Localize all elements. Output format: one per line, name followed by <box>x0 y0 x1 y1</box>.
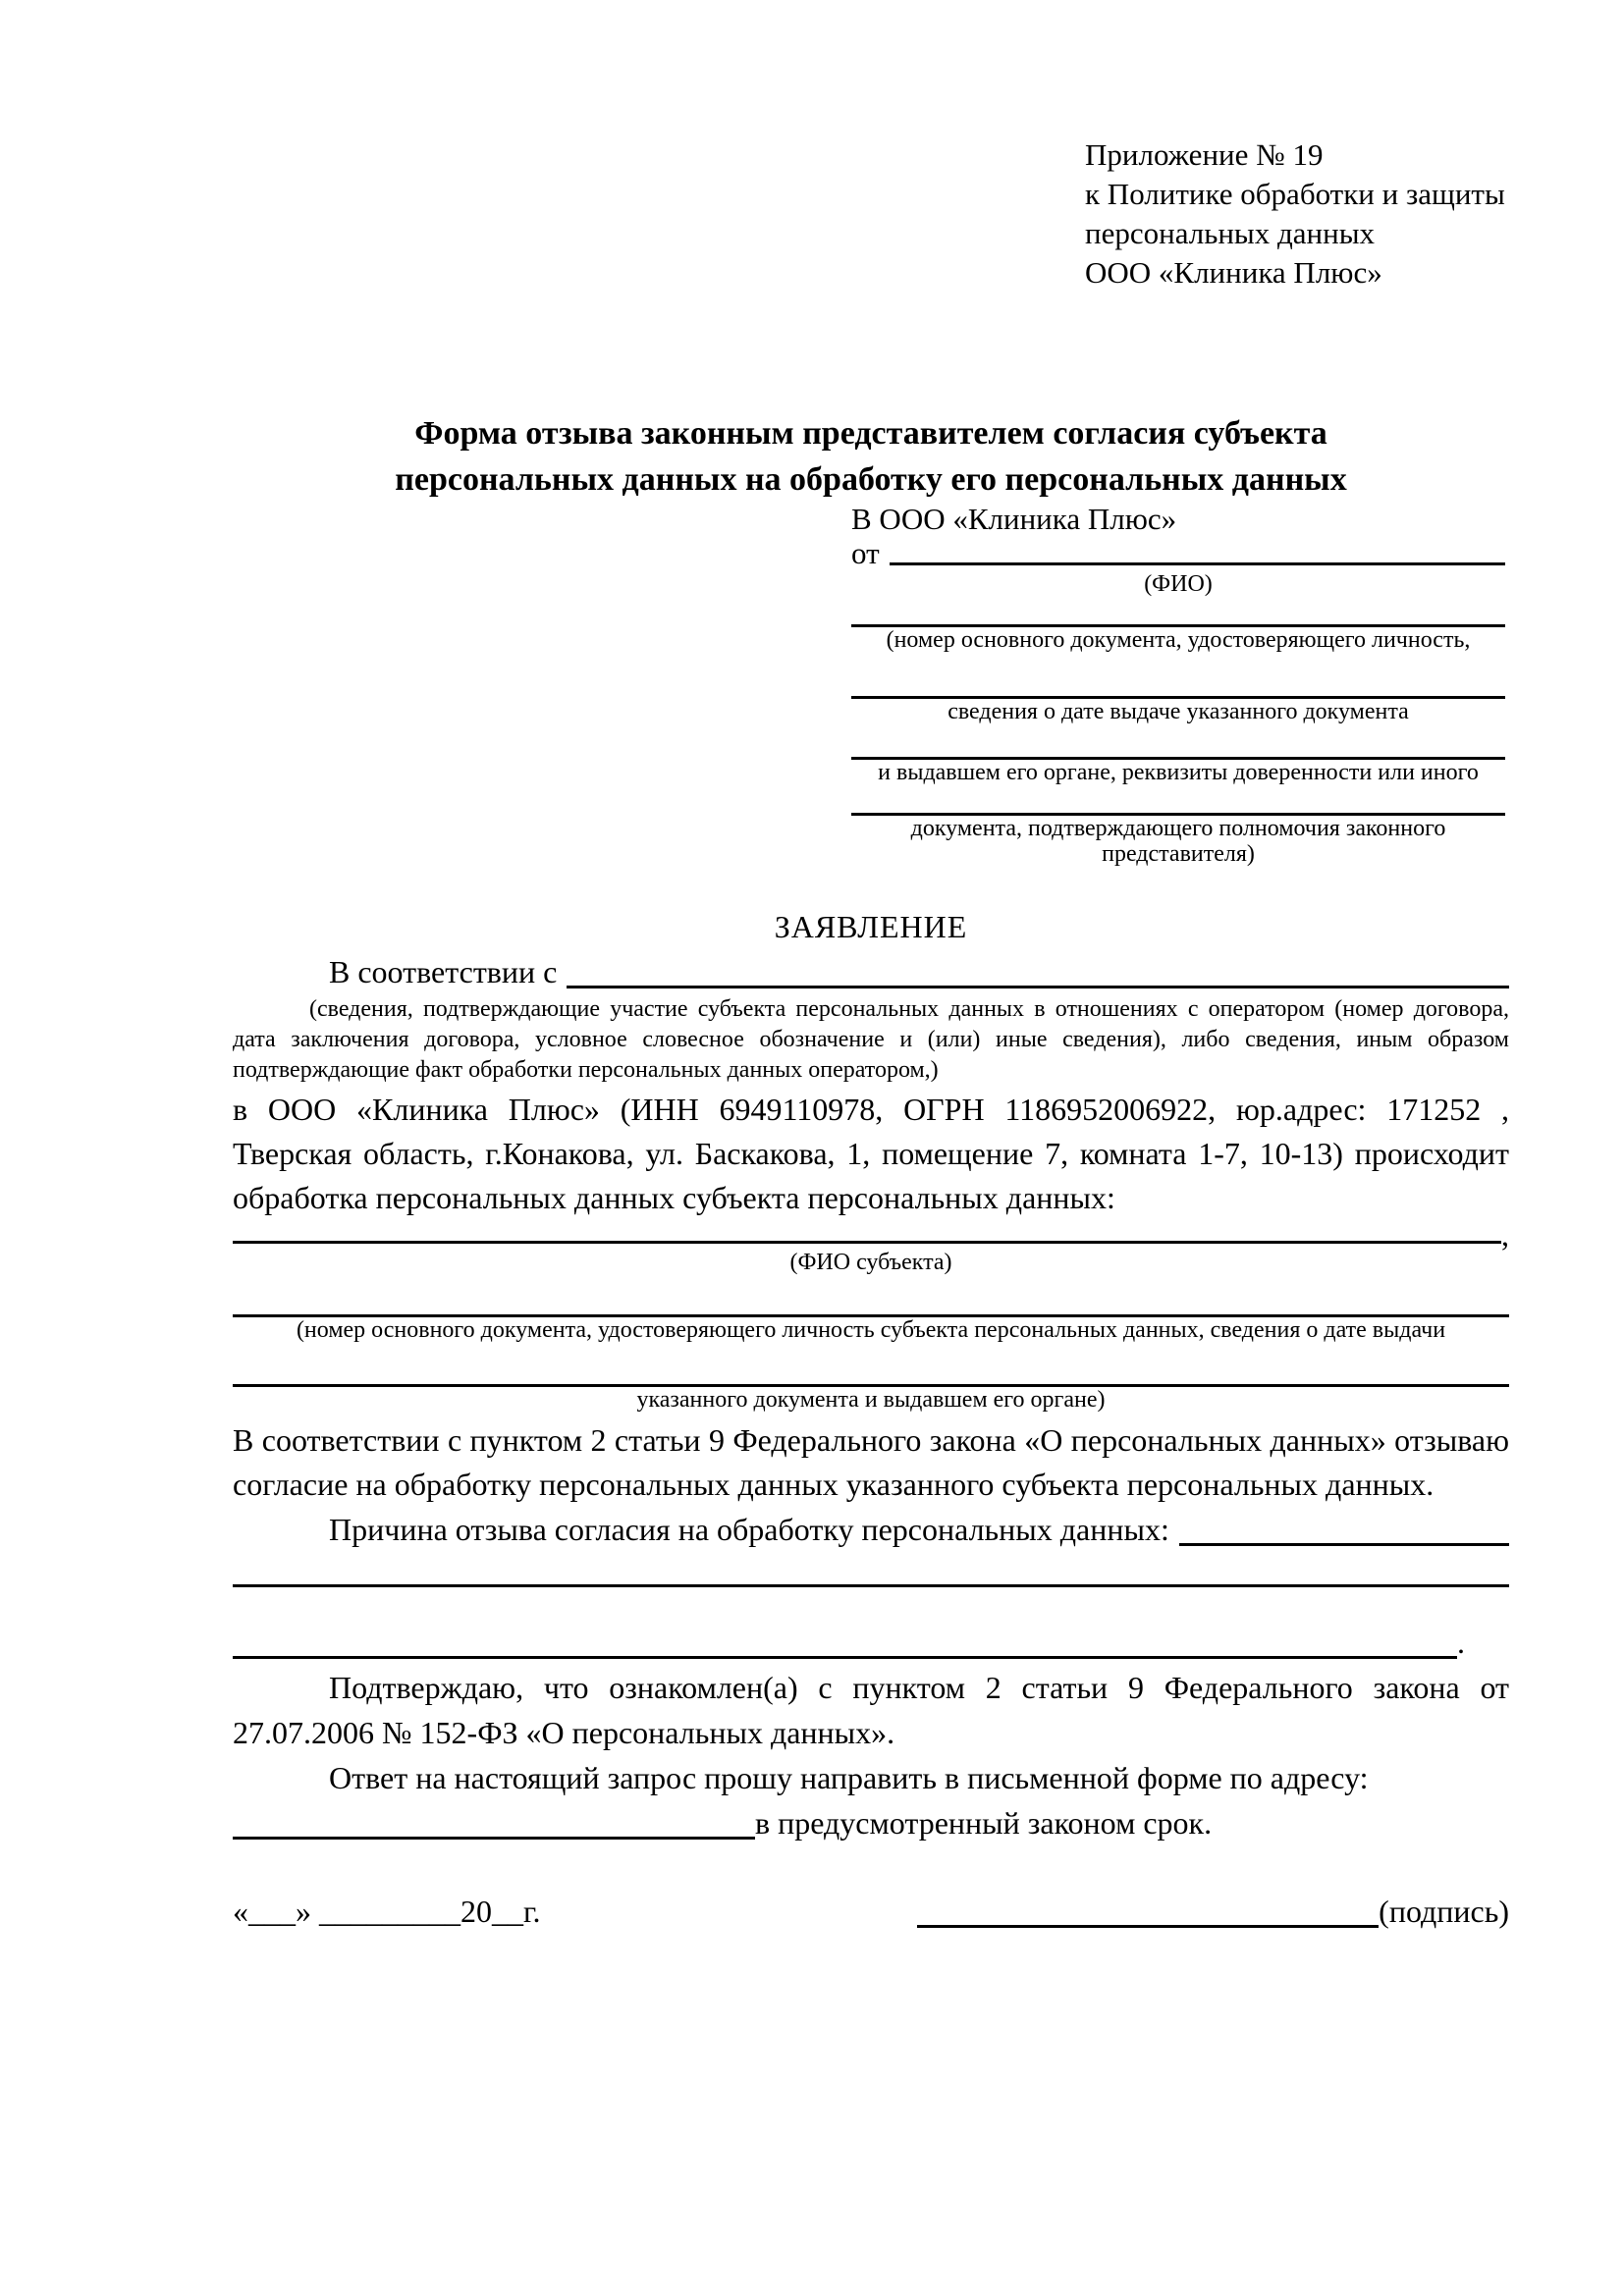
signature-caption: (подпись) <box>1379 1894 1509 1929</box>
subject-name-comma: , <box>1501 1217 1509 1253</box>
addressee-organization: В ООО «Клиника Плюс» <box>851 502 1177 536</box>
appendix-organization: ООО «Клиника Плюс» <box>1085 255 1382 290</box>
subject-document-caption-2: указанного документа и выдавшем его органе) <box>636 1387 1106 1413</box>
reply-address-row <box>233 1800 1509 1845</box>
reason-period: . <box>1457 1625 1465 1660</box>
footer-row <box>233 1889 1509 1934</box>
reply-paragraph: Ответ на настоящий запрос прошу направить в письменной форме по адресу: <box>329 1760 1369 1795</box>
subject-name-row <box>233 1217 1509 1253</box>
statement-heading: ЗАЯВЛЕНИЕ <box>774 909 968 944</box>
basis-row <box>233 949 1509 994</box>
subject-name-field[interactable] <box>233 1241 1501 1244</box>
signature-field[interactable] <box>917 1925 1379 1928</box>
basis-note: (сведения, подтверждающие участие субъекта персональных данных в отношениях с оператором (номер договора, дата заключения договора, условное словесное обозначение и (или) иные сведения), либо сведения, иным образом подтверждающие факт обработки персональных данных оператором,) <box>233 996 1509 1083</box>
from-row <box>851 536 1505 571</box>
basis-prefix: В соответствии с <box>329 954 558 989</box>
operator-paragraph: в ООО «Клиника Плюс» (ИНН 6949110978, ОГРН 1186952006922, юр.адрес: 171252 , Тверская область, г.Конакова, ул. Баскакова, 1, помещение 7, комната 1-7, 10-13) происходит обработка персональных данных субъекта персональных данных: <box>233 1092 1509 1215</box>
document-title-line1: Форма отзыва законным представителем согласия субъекта <box>414 415 1327 452</box>
withdraw-paragraph: В соответствии с пунктом 2 статьи 9 Федерального закона «О персональных данных» отзываю согласие на обработку персональных данных указанного субъекта персональных данных. <box>233 1422 1509 1502</box>
signature-group <box>917 1889 1509 1934</box>
appendix-header <box>1085 135 1509 293</box>
reason-row <box>233 1507 1509 1552</box>
representative-document-issuer-caption: и выдавшем его органе, реквизиты доверенности или иного <box>878 760 1479 785</box>
fio-caption: (ФИО) <box>1144 571 1213 597</box>
appendix-number: Приложение № 19 <box>1085 137 1324 172</box>
subject-fio-caption: (ФИО субъекта) <box>789 1250 952 1275</box>
representative-authority-document-caption: документа, подтверждающего полномочия законного представителя) <box>910 816 1446 867</box>
reason-extra-row-1 <box>233 1584 1509 1620</box>
date-line: «___» _________20__г. <box>233 1894 541 1929</box>
reason-extra-field-1[interactable] <box>233 1584 1509 1587</box>
representative-document-caption: (номер основного документа, удостоверяющего личность, <box>886 627 1471 653</box>
reason-field[interactable] <box>1179 1543 1509 1546</box>
appendix-policy-line: к Политике обработки и защиты <box>1085 177 1505 211</box>
reason-prefix: Причина отзыва согласия на обработку персональных данных: <box>329 1512 1169 1547</box>
reason-extra-row-2 <box>233 1620 1465 1665</box>
reason-extra-field-2[interactable] <box>233 1656 1457 1659</box>
basis-field[interactable] <box>567 986 1509 988</box>
reply-address-field[interactable] <box>233 1837 755 1840</box>
representative-document-date-caption: сведения о дате выдаче указанного документа <box>947 699 1409 724</box>
subject-document-caption-1: (номер основного документа, удостоверяющего личность субъекта персональных данных, сведения о дате выдачи <box>296 1317 1446 1343</box>
reply-suffix: в предусмотренный законом срок. <box>755 1805 1213 1841</box>
document-title-line2: персональных данных на обработку его персональных данных <box>395 461 1347 498</box>
representative-name-field[interactable] <box>890 562 1505 565</box>
document-title <box>233 410 1509 503</box>
confirm-paragraph: Подтверждаю, что ознакомлен(а) с пунктом 2 статьи 9 Федерального закона от 27.07.2006 № 152-ФЗ «О персональных данных». <box>233 1670 1509 1750</box>
from-label: от <box>851 536 880 570</box>
addressee-block <box>851 503 1505 867</box>
appendix-policy-line2: персональных данных <box>1085 216 1376 250</box>
